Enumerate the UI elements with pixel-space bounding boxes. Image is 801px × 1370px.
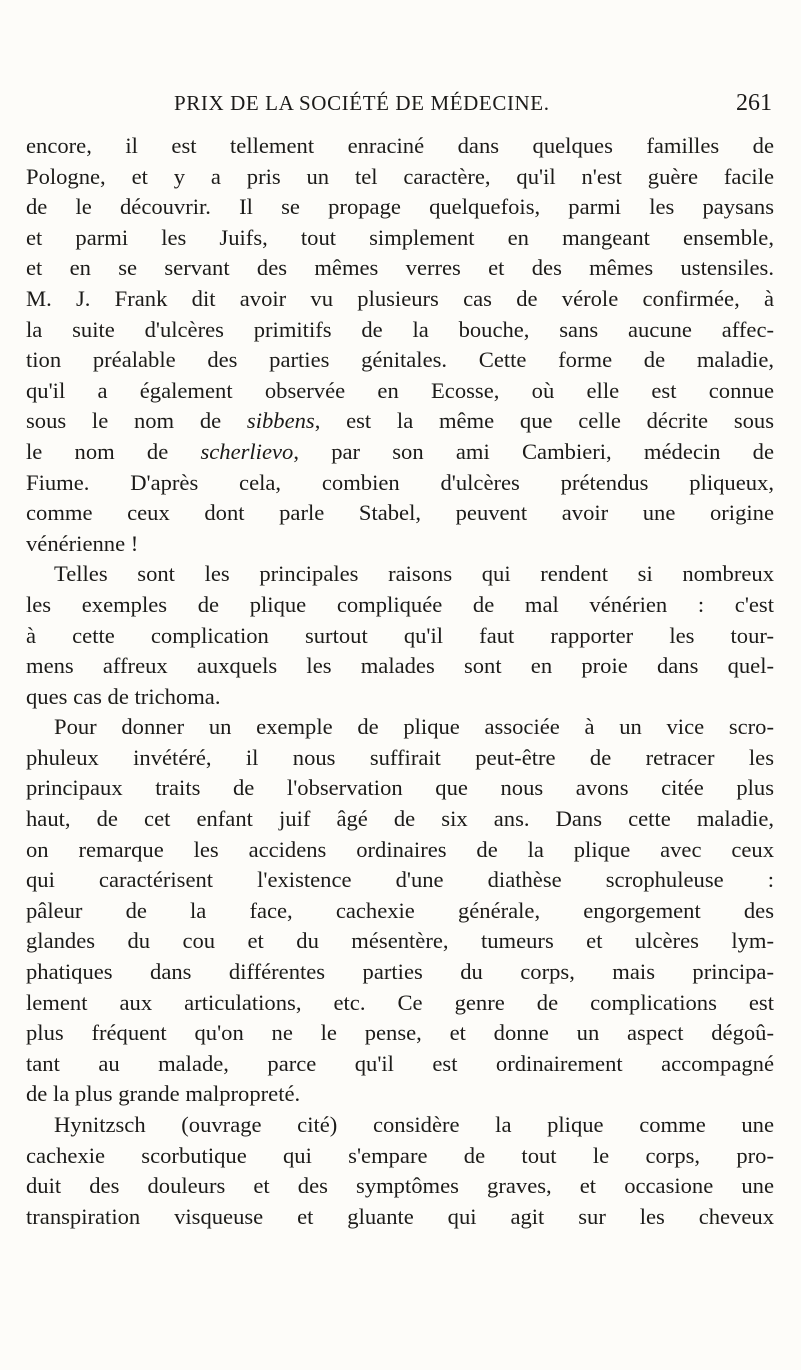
text-line: lement aux articulations, etc. Ce genre de complications est (26, 989, 774, 1015)
text-line: on remarque les accidens ordinaires de la plique avec ceux (26, 836, 774, 862)
text-segment: sous le nom de (26, 408, 247, 434)
body-text (26, 131, 774, 1232)
text-line: encore, il est tellement enraciné dans quelques familles de (26, 133, 774, 158)
text-line: la suite d'ulcères primitifs de la bouche, sans aucune affec- (26, 316, 774, 342)
text-line: mens affreux auxquels les malades sont en proie dans quel- (26, 653, 774, 679)
text-line: et en se servant des mêmes verres et des mêmes ustensiles. (26, 255, 774, 281)
text-line: pâleur de la face, cachexie générale, engorgement des (26, 897, 774, 923)
text-line: Hynitzsch (ouvrage cité) considère la plique comme une (54, 1112, 774, 1137)
paragraph-1 (26, 131, 774, 559)
text-line-sibbens (26, 406, 774, 437)
running-title: PRIX DE LA SOCIÉTÉ DE MÉDECINE. (174, 91, 550, 115)
text-line: Pologne, et y a pris un tel caractère, qu'il n'est guère facile (26, 163, 774, 189)
text-line: Pour donner un exemple de plique associée à un vice scro- (54, 714, 774, 740)
text-line-scherlievo (26, 437, 774, 468)
text-line: vénérienne ! (26, 530, 139, 556)
italic-term-sibbens: sibbens (246, 408, 315, 434)
text-line: Fiume. D'après cela, combien d'ulcères prétendus pliqueux, (26, 469, 774, 495)
text-line: tant au malade, parce qu'il est ordinairement accompagné (26, 1050, 774, 1076)
italic-term-scherlievo: scherlievo (200, 438, 294, 464)
text-line: les exemples de plique compliquée de mal vénérien : c'est (26, 591, 774, 617)
text-line: qu'il a également observée en Ecosse, où elle est connue (26, 377, 774, 403)
text-line: cachexie scorbutique qui s'empare de tout le corps, pro- (26, 1142, 774, 1168)
text-line: tion préalable des parties génitales. Cette forme de maladie, (26, 347, 774, 373)
paragraph-2 (26, 559, 774, 712)
text-segment: , est la même que celle décrite sous (314, 408, 774, 434)
text-line: qui caractérisent l'existence d'une diathèse scrophuleuse : (26, 867, 774, 893)
text-line: à cette complication surtout qu'il faut rapporter les tour- (26, 622, 774, 648)
text-line: duit des douleurs et des symptômes graves, et occasione une (26, 1173, 774, 1199)
text-line: phatiques dans différentes parties du corps, mais principa- (26, 959, 774, 985)
text-line: transpiration visqueuse et gluante qui agit sur les cheveux (26, 1203, 774, 1229)
running-head (174, 90, 772, 126)
text-line: ques cas de trichoma. (26, 683, 221, 709)
paragraph-3 (26, 712, 774, 1110)
paragraph-4 (26, 1110, 774, 1232)
text-line: de la plus grande malpropreté. (26, 1081, 301, 1107)
text-line: M. J. Frank dit avoir vu plusieurs cas de vérole confirmée, à (26, 285, 774, 311)
text-line: principaux traits de l'observation que nous avons citée plus (26, 775, 774, 801)
text-line: et parmi les Juifs, tout simplement en mangeant ensemble, (26, 224, 774, 250)
text-line: plus fréquent qu'on ne le pense, et donne un aspect dégoû- (26, 1020, 774, 1046)
page-number: 261 (736, 90, 772, 116)
text-line: de le découvrir. Il se propage quelquefois, parmi les paysans (26, 194, 774, 220)
text-segment: , par son ami Cambieri, médecin de (293, 438, 774, 464)
text-line: phuleux invétéré, il nous suffirait peut-être de retracer les (26, 744, 774, 770)
text-line: comme ceux dont parle Stabel, peuvent avoir une origine (26, 500, 774, 526)
text-line: glandes du cou et du mésentère, tumeurs et ulcères lym- (26, 928, 774, 954)
text-line: haut, de cet enfant juif âgé de six ans. Dans cette maladie, (26, 806, 774, 832)
text-line: Telles sont les principales raisons qui rendent si nombreux (54, 561, 774, 587)
text-segment: le nom de (26, 438, 201, 464)
